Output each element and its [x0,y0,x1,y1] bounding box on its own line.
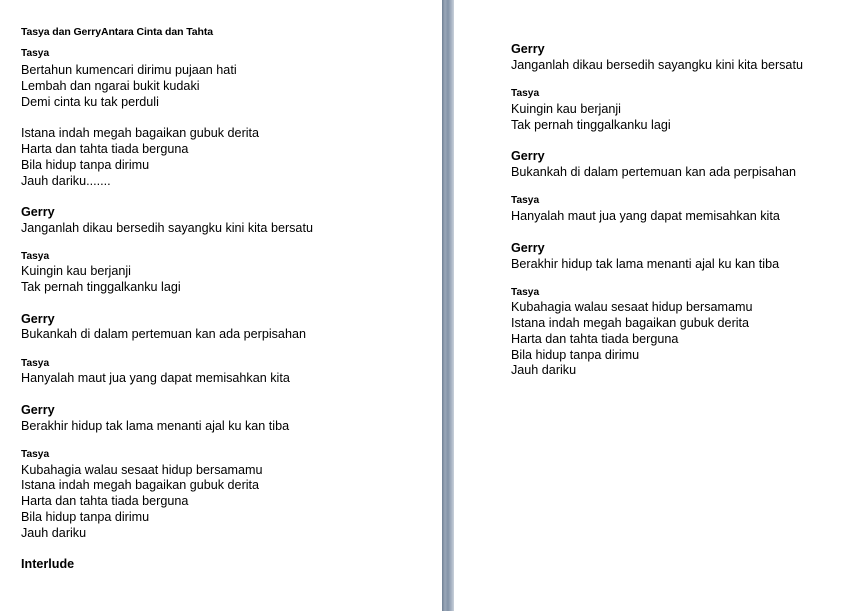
lyric-line: Janganlah dikau bersedih sayangku kini kita bersatu [511,58,803,72]
speaker-label: Gerry [21,205,55,219]
lyric-line: Harta dan tahta tiada berguna [21,142,189,156]
speaker-label: Gerry [21,403,55,417]
lyric-line: Istana indah megah bagaikan gubuk derita [511,316,750,330]
lyric-line: Hanyalah maut jua yang dapat memisahkan kita [21,371,290,385]
lyric-line: Janganlah dikau bersedih sayangku kini kita bersatu [21,221,313,235]
lyric-line: Jauh dariku....... [21,174,111,188]
document-title: Tasya dan GerryAntara Cinta dan Tahta [21,26,213,38]
speaker-label: Tasya [21,48,50,59]
lyric-line: Hanyalah maut jua yang dapat memisahkan kita [511,209,780,223]
speaker-label: Tasya [511,287,540,298]
speaker-label: Gerry [511,149,545,163]
lyric-line: Bila hidup tanpa dirimu [21,158,150,172]
lyric-line: Bukankah di dalam pertemuan kan ada perpisahan [21,327,306,341]
speaker-label: Tasya [511,88,540,99]
lyric-line: Harta dan tahta tiada berguna [511,332,679,346]
speaker-label: Tasya [21,449,50,460]
lyric-line: Kuingin kau berjanji [511,102,621,116]
lyric-line: Berakhir hidup tak lama menanti ajal ku kan tiba [511,257,780,271]
lyric-line: Bertahun kumencari dirimu pujaan hati [21,63,237,77]
page-separator [442,0,454,611]
speaker-label: Gerry [511,241,545,255]
lyric-line: Jauh dariku [21,526,87,540]
lyric-line: Harta dan tahta tiada berguna [21,494,189,508]
lyric-line: Tak pernah tinggalkanku lagi [511,118,671,132]
speaker-label: Tasya [21,251,50,262]
lyric-line: Jauh dariku [511,363,577,377]
speaker-label: Tasya [511,195,540,206]
lyric-line: Kubahagia walau sesaat hidup bersamamu [21,463,263,477]
lyric-line: Berakhir hidup tak lama menanti ajal ku kan tiba [21,419,290,433]
lyric-line: Bukankah di dalam pertemuan kan ada perpisahan [511,165,796,179]
lyric-line: Kuingin kau berjanji [21,264,131,278]
lyric-line: Istana indah megah bagaikan gubuk derita [21,478,260,492]
lyric-line: Kubahagia walau sesaat hidup bersamamu [511,300,753,314]
lyric-line: Istana indah megah bagaikan gubuk derita [21,126,260,140]
lyric-line: Bila hidup tanpa dirimu [21,510,150,524]
speaker-label: Gerry [511,42,545,56]
speaker-label: Gerry [21,312,55,326]
lyric-line: Demi cinta ku tak perduli [21,95,159,109]
interlude-label: Interlude [21,557,75,571]
document-page-right [454,0,849,611]
lyric-line: Lembah dan ngarai bukit kudaki [21,79,200,93]
lyric-line: Bila hidup tanpa dirimu [511,348,640,362]
speaker-label: Tasya [21,358,50,369]
lyric-line: Tak pernah tinggalkanku lagi [21,280,181,294]
